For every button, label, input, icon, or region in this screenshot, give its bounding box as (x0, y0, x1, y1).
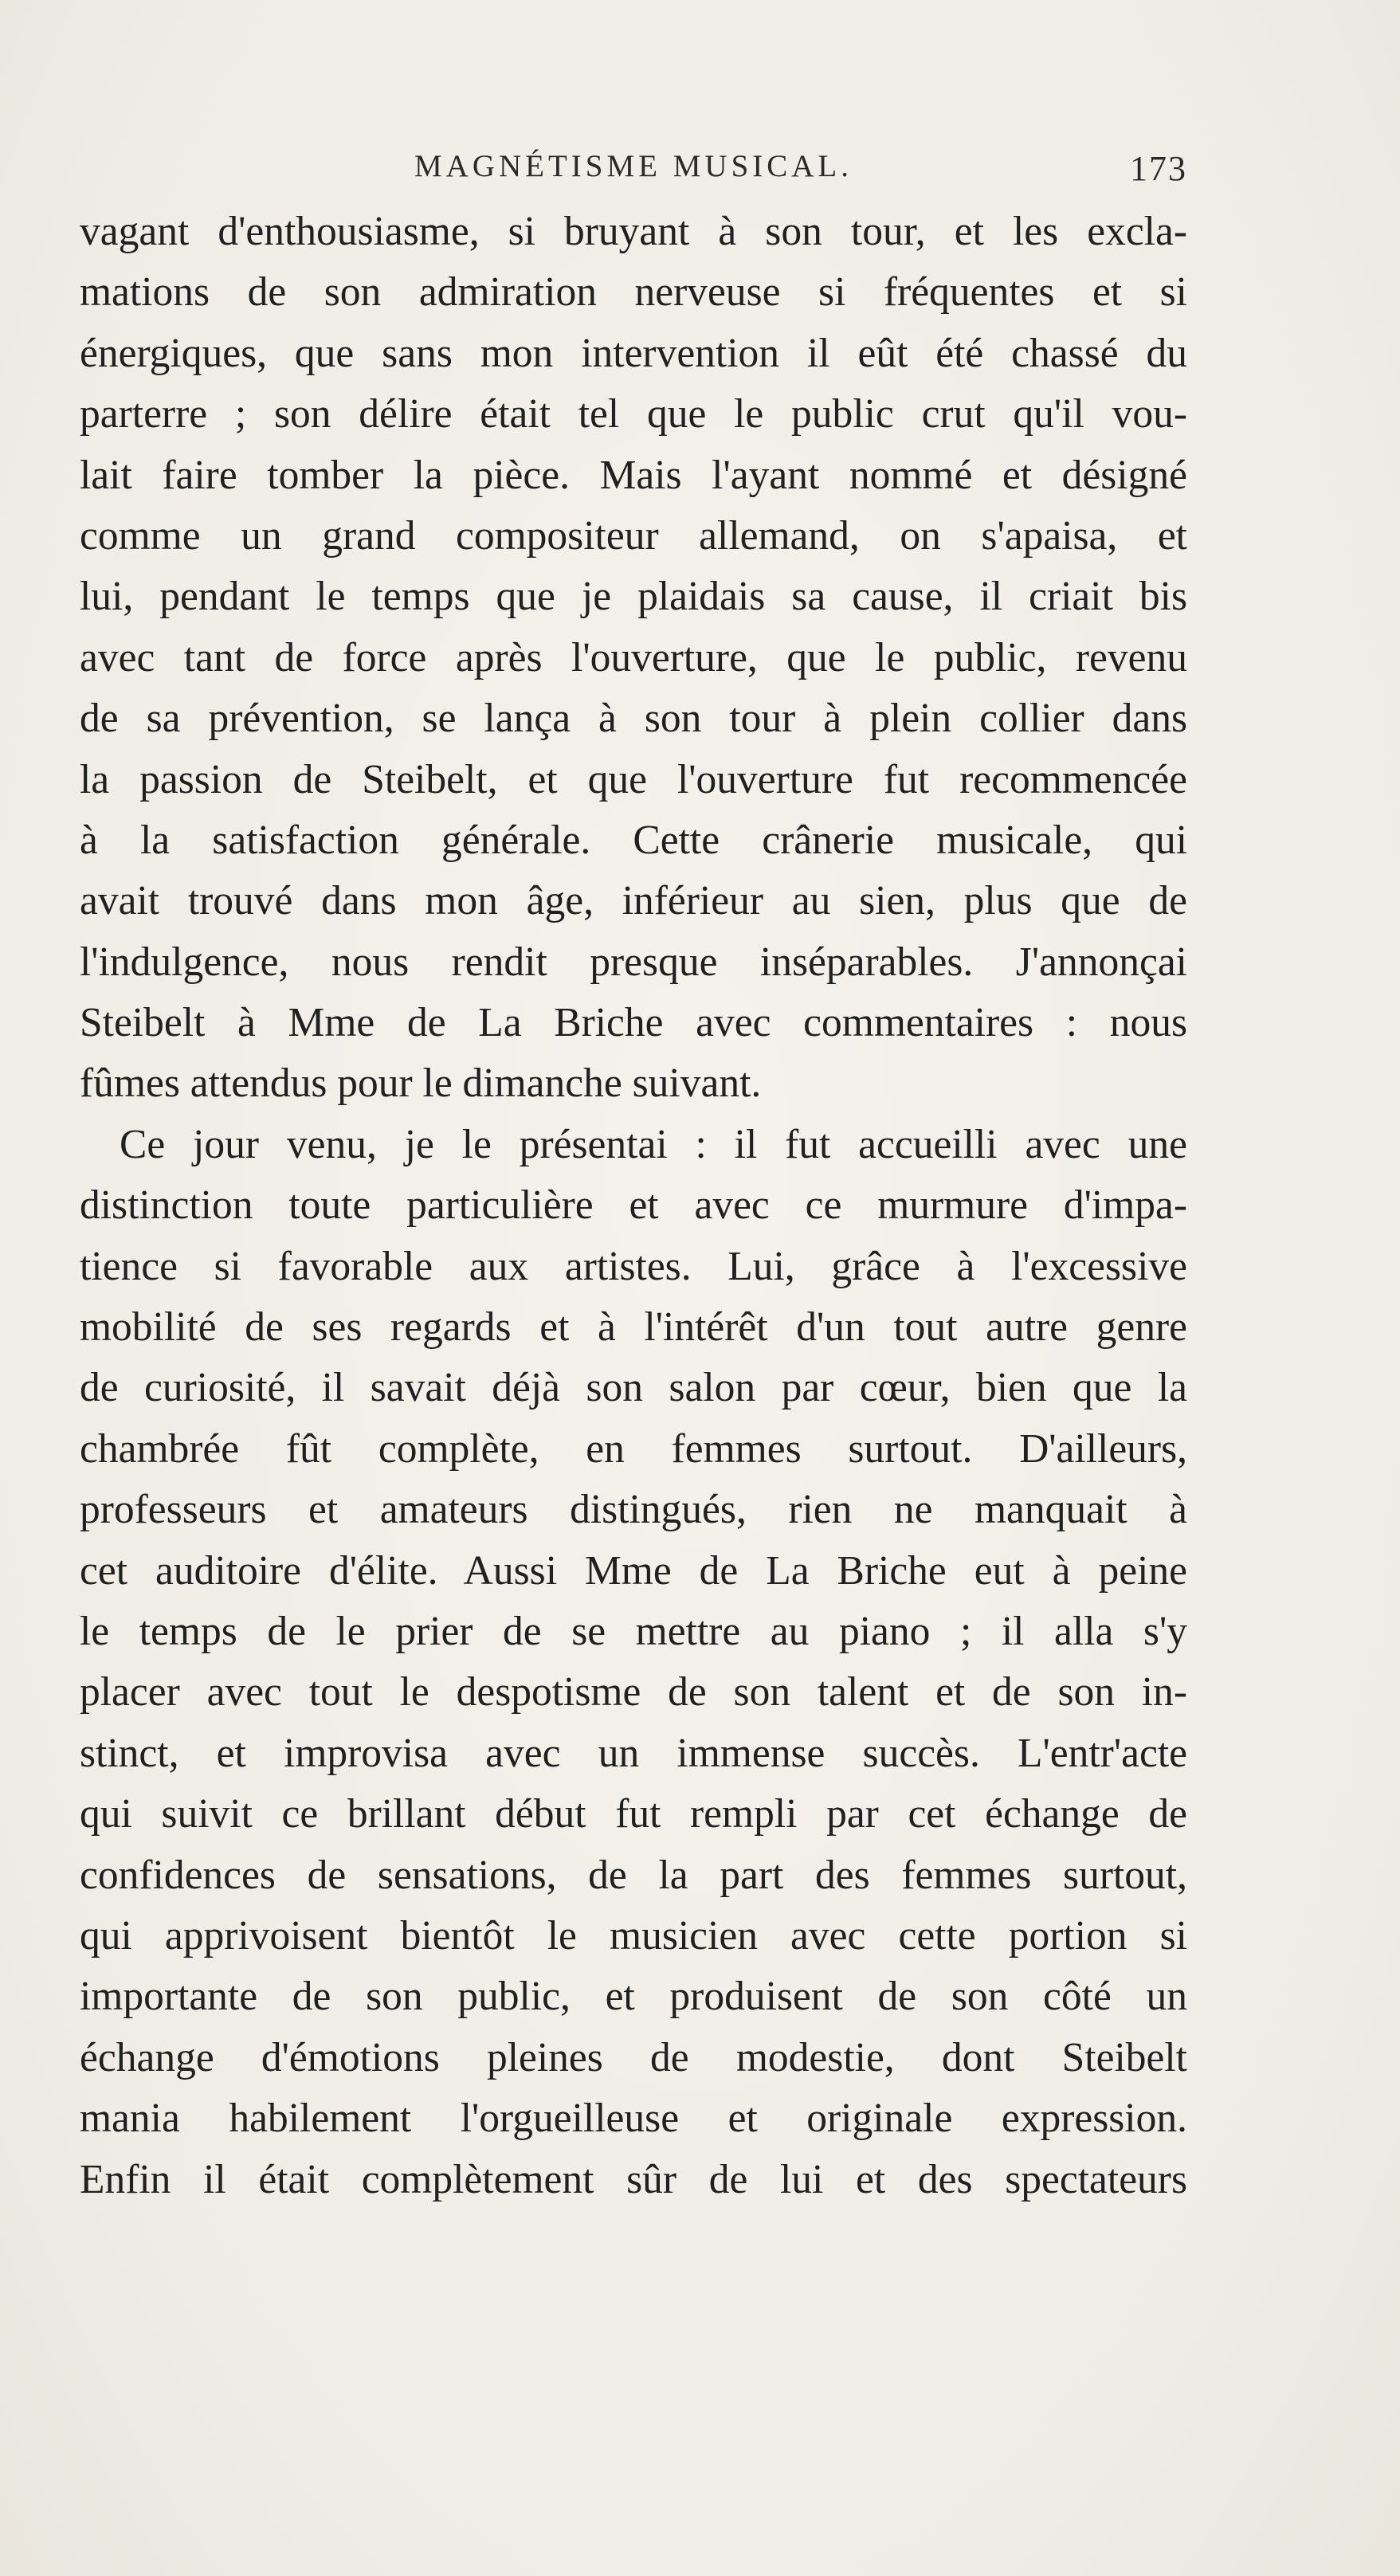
text-line: parterre ; son délire était tel que le public crut qu'il vou- (80, 391, 1187, 437)
text-line: confidences de sensations, de la part des femmes surtout, (80, 1852, 1187, 1898)
text-line: qui apprivoisent bientôt le musicien avec cette portion si (80, 1912, 1187, 1958)
text-line: l'indulgence, nous rendit presque inséparables. J'annonçai (80, 939, 1187, 985)
text-line: de curiosité, il savait déjà son salon par cœur, bien que la (80, 1365, 1187, 1411)
text-line: échange d'émotions pleines de modestie, dont Steibelt (80, 2034, 1187, 2080)
text-line: lui, pendant le temps que je plaidais sa cause, il criait bis (80, 574, 1187, 620)
text-line: distinction toute particulière et avec ce murmure d'impa- (80, 1182, 1187, 1229)
text-line: avec tant de force après l'ouverture, que le public, revenu (80, 634, 1187, 680)
page-number: 173 (1130, 149, 1187, 188)
text-line: le temps de le prier de se mettre au piano ; il alla s'y (80, 1608, 1187, 1654)
text-line: Steibelt à Mme de La Briche avec commentaires : nous (80, 1000, 1187, 1046)
page-header (80, 142, 1187, 190)
text-line: à la satisfaction générale. Cette crânerie musicale, qui (80, 817, 1187, 863)
text-line: stinct, et improvisa avec un immense succès. L'entr'acte (80, 1730, 1187, 1776)
text-line: qui suivit ce brillant début fut rempli par cet échange de (80, 1791, 1187, 1837)
text-line: comme un grand compositeur allemand, on s'apaisa, et (80, 512, 1187, 559)
text-line: chambrée fût complète, en femmes surtout. D'ailleurs, (80, 1425, 1187, 1472)
text-line: mations de son admiration nerveuse si fréquentes et si (80, 269, 1187, 316)
text-line: mobilité de ses regards et à l'intérêt d'un tout autre genre (80, 1304, 1187, 1351)
text-line: importante de son public, et produisent de son côté un (80, 1974, 1187, 2020)
text-line: Enfin il était complètement sûr de lui et des spectateurs (80, 2156, 1187, 2202)
paragraph-last-line: fûmes attendus pour le dimanche suivant. (80, 1061, 762, 1107)
text-line: lait faire tomber la pièce. Mais l'ayant nommé et désigné (80, 452, 1187, 498)
text-line: de sa prévention, se lança à son tour à plein collier dans (80, 696, 1187, 742)
text-line: avait trouvé dans mon âge, inférieur au sien, plus que de (80, 878, 1187, 924)
text-line: vagant d'enthousiasme, si bruyant à son tour, et les excla- (80, 209, 1187, 254)
text-line: mania habilement l'orgueilleuse et originale expression. (80, 2096, 1187, 2142)
text-line: placer avec tout le despotisme de son talent et de son in- (80, 1669, 1187, 1715)
body-text (80, 202, 1187, 2210)
running-title: MAGNÉTISME MUSICAL. (414, 149, 853, 183)
text-line: professeurs et amateurs distingués, rien ne manquait à (80, 1487, 1187, 1533)
text-line: tience si favorable aux artistes. Lui, grâce à l'excessive (80, 1243, 1187, 1289)
text-line: la passion de Steibelt, et que l'ouverture fut recommencée (80, 756, 1187, 802)
paragraph-first-line: Ce jour venu, je le présentai : il fut accueilli avec une (120, 1121, 1187, 1167)
text-line: énergiques, que sans mon intervention il eût été chassé du (80, 330, 1187, 376)
text-line: cet auditoire d'élite. Aussi Mme de La Briche eut à peine (80, 1547, 1187, 1594)
